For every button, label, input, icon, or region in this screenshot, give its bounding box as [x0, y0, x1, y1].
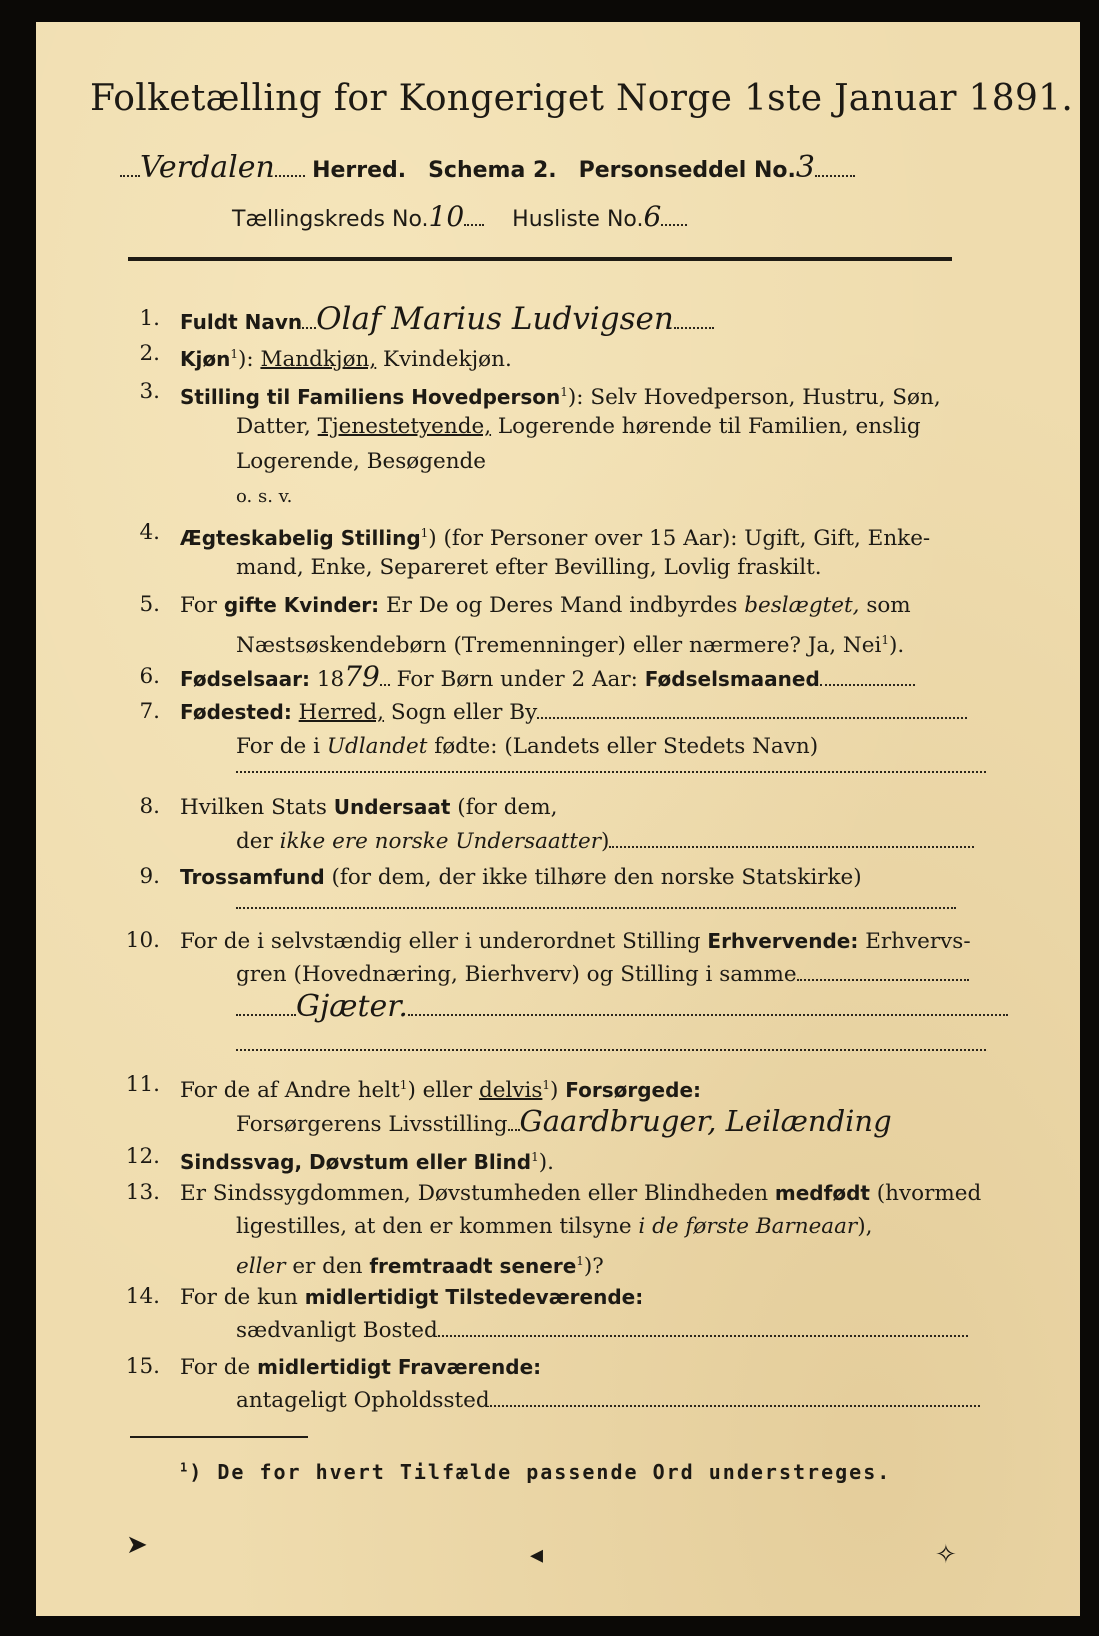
q1-value: Olaf Marius Ludvigsen [316, 301, 674, 337]
binding-mark-right-icon: ✧ [935, 1540, 957, 1570]
q11-number: 11. [125, 1072, 160, 1097]
q8-line2a: der [236, 829, 280, 854]
q8-line2 [236, 825, 974, 859]
q3-option-tjenestetyende: Tjenestetyende, [317, 414, 492, 439]
q10-row [180, 924, 971, 959]
q11-text-c: ) [550, 1078, 566, 1104]
q9-text-a: (for dem, der ikke tilhøre den norske Statskirke) [324, 865, 862, 890]
q8-number: 8. [139, 794, 160, 819]
q5-line2b: ). [888, 633, 905, 659]
q15-line2 [236, 1384, 980, 1418]
q11-text-b: ) eller [407, 1078, 479, 1104]
q7-number: 7. [139, 699, 160, 724]
q11-text-a: For de af Andre helt [180, 1078, 400, 1104]
husliste-label: Husliste No. [512, 207, 644, 232]
q15-label: midlertidigt Fraværende: [257, 1355, 542, 1379]
q4-number: 4. [139, 520, 160, 545]
q3-line2 [236, 410, 921, 444]
q10-line2-text: gren (Hovednæring, Bierhverv) og Stilling i samme [236, 962, 797, 987]
q9-row [180, 860, 862, 895]
q3-label: Stilling til Familiens Hovedperson [180, 385, 561, 410]
q14-line2-text: sædvanligt Bosted [236, 1318, 438, 1343]
q12-row [180, 1140, 554, 1180]
q5-row [180, 588, 911, 623]
q13-row [180, 1176, 981, 1211]
q6-label: Fødselsaar: [180, 667, 310, 691]
husliste-value: 6 [643, 200, 662, 233]
q13-line3-italic: eller [236, 1254, 286, 1280]
q5-line1: Er De og Deres Mand indbyrdes [379, 593, 745, 618]
q11-line2 [236, 1104, 892, 1142]
kreds-value: 10 [428, 200, 465, 233]
q7-line2 [236, 730, 818, 764]
q13-text-b: (hvormed [869, 1181, 982, 1206]
q14-number: 14. [125, 1284, 160, 1309]
kreds-line [232, 200, 687, 233]
q1-row [180, 302, 714, 340]
q4-label: Ægteskabelig Stilling [180, 526, 421, 551]
personseddel-label: Personseddel No. [578, 158, 796, 183]
q13-line3b: )? [583, 1254, 604, 1280]
q4-sup: 1 [420, 526, 429, 540]
q3-line1: ): Selv Hovedperson, Hustru, Søn, [567, 385, 941, 411]
q7-option-herred: Herred, [298, 700, 385, 725]
q12-label: Sindssvag, Døvstum eller Blind [180, 1150, 532, 1175]
q13-number: 13. [125, 1180, 160, 1205]
q11-sup: 1 [399, 1078, 408, 1092]
header-divider [128, 257, 952, 261]
q6-text-a: 18 [310, 667, 345, 692]
q5-italic: beslægtet, [744, 593, 860, 618]
q5-number: 5. [139, 592, 160, 617]
q3-line3: Logerende, Besøgende [236, 449, 487, 474]
herred-label: Herred. [312, 158, 407, 183]
q2-option-mandkjon: Mandkjøn, [260, 347, 377, 373]
footnote-sup: 1 [180, 1460, 190, 1475]
q10-number: 10. [125, 928, 160, 953]
q10-text-a: For de i selvstændig eller i underordnet Stilling [180, 929, 708, 954]
form-title: Folketælling for Kongeriget Norge 1ste Januar 1891. [90, 78, 1074, 119]
q11-label: Forsørgede: [565, 1078, 702, 1103]
q15-number: 15. [125, 1354, 160, 1379]
footnote-text: ) De for hvert Tilfælde passende Ord understreges. [189, 1460, 892, 1484]
q1-number: 1. [139, 306, 160, 331]
q13-line2-italic: i de første Barneaar [638, 1214, 858, 1239]
q7-text-a: Sogn eller By [384, 700, 538, 725]
q13-line3a: er den [285, 1254, 370, 1280]
q3-line4: o. s. v. [236, 486, 293, 507]
q8-label: Undersaat [333, 795, 451, 819]
q7-row [180, 695, 967, 730]
q13-line3 [236, 1244, 604, 1284]
q10-text-b: Erhvervs- [858, 929, 971, 954]
q10-value: Gjæter. [296, 989, 408, 1024]
q7-line2b: fødte: (Landets eller Stedets Navn) [427, 734, 819, 759]
herred-value: Verdalen [140, 150, 275, 185]
q14-line2 [236, 1314, 968, 1348]
q8-text-a: Hvilken Stats [180, 795, 334, 820]
q4-line2: mand, Enke, Separeret efter Bevilling, Lovlig fraskilt. [236, 555, 822, 580]
q2-sup: 1 [230, 347, 238, 361]
q10-line2 [236, 958, 969, 992]
q11-option-delvis: delvis [478, 1078, 543, 1104]
q15-line2-text: antageligt Opholdssted [236, 1388, 490, 1413]
q6-value: 79 [344, 660, 380, 693]
q13-line2b: ), [857, 1214, 873, 1239]
q6-text-b: For Børn under 2 Aar: [389, 667, 645, 692]
q12-number: 12. [125, 1144, 160, 1169]
q13-label3: fremtraadt senere [369, 1254, 577, 1279]
q15-text-a: For de [180, 1355, 258, 1380]
q13-line2a: ligestilles, at den er kommen tilsyne [236, 1214, 639, 1239]
q6-row [180, 660, 915, 697]
q11-line2-text: Forsørgerens Livsstilling [236, 1112, 508, 1137]
q3-line2c: Logerende hørende til Familien, enslig [491, 414, 921, 439]
q11-value: Gaardbruger, Leilænding [519, 1104, 892, 1138]
q2-option-kvindekjon: Kvindekjøn. [376, 347, 512, 373]
q1-label: Fuldt Navn [180, 310, 303, 334]
q13-text-a: Er Sindssygdommen, Døvstumheden eller Blindheden [180, 1181, 775, 1206]
q5-line1b: som [859, 593, 911, 618]
q7-label: Fødested: [180, 700, 292, 724]
kreds-label: Tællingskreds No. [232, 207, 429, 232]
footnote-divider [130, 1436, 308, 1438]
footnote [180, 1460, 891, 1484]
q11-row [180, 1068, 701, 1108]
q14-label: midlertidigt Tilstedeværende: [304, 1285, 644, 1309]
q11-sup-2: 1 [542, 1078, 551, 1092]
q15-row [180, 1350, 541, 1385]
q7-blank-line [236, 770, 986, 773]
q2-number: 2. [139, 341, 160, 366]
q3-line2a: Datter, [236, 414, 318, 439]
q13-label: medfødt [774, 1181, 870, 1205]
q4-line1: ) (for Personer over 15 Aar): Ugift, Gift, Enke- [428, 526, 931, 552]
personseddel-value: 3 [795, 150, 815, 185]
q2-row [180, 337, 512, 377]
q10-blank-line [236, 1048, 986, 1051]
q5-line2-text: Næstsøskendebørn (Tremenninger) eller nærmere? Ja, Nei [236, 633, 882, 659]
q8-text-b: (for dem, [450, 795, 558, 820]
q14-text-a: For de kun [180, 1285, 305, 1310]
q6-label2: Fødselsmaaned [644, 667, 820, 691]
q7-line2-italic: Udlandet [326, 734, 428, 759]
q5-text-a: For [180, 593, 224, 618]
q9-blank-line [236, 906, 956, 909]
q7-line2a: For de i [236, 734, 327, 759]
q2-text-a: ): [237, 347, 261, 373]
q3-number: 3. [139, 379, 160, 404]
q12-text-a: ). [538, 1150, 554, 1176]
q8-line2-italic: ikke ere norske Undersaatter [279, 829, 602, 854]
q10-line3 [236, 990, 1008, 1027]
herred-line [120, 150, 855, 185]
q13-line2 [236, 1210, 872, 1244]
q5-label: gifte Kvinder: [223, 593, 380, 617]
q8-line2b: ) [601, 829, 610, 854]
schema-label: Schema 2. [428, 158, 557, 183]
q3-sup: 1 [560, 385, 568, 399]
q10-label: Erhvervende: [707, 929, 859, 953]
q9-label: Trossamfund [180, 865, 325, 889]
binding-mark-left-icon: ➤ [126, 1530, 148, 1560]
q5-line2 [236, 623, 904, 663]
binding-mark-center-icon: ◂ [530, 1540, 544, 1570]
q2-label: Kjøn [180, 347, 231, 372]
q14-row [180, 1280, 643, 1315]
q12-sup: 1 [531, 1150, 539, 1164]
q9-number: 9. [139, 864, 160, 889]
q5-sup: 1 [881, 633, 889, 647]
q13-sup: 1 [576, 1254, 584, 1268]
q6-number: 6. [139, 664, 160, 689]
q8-row [180, 790, 557, 825]
